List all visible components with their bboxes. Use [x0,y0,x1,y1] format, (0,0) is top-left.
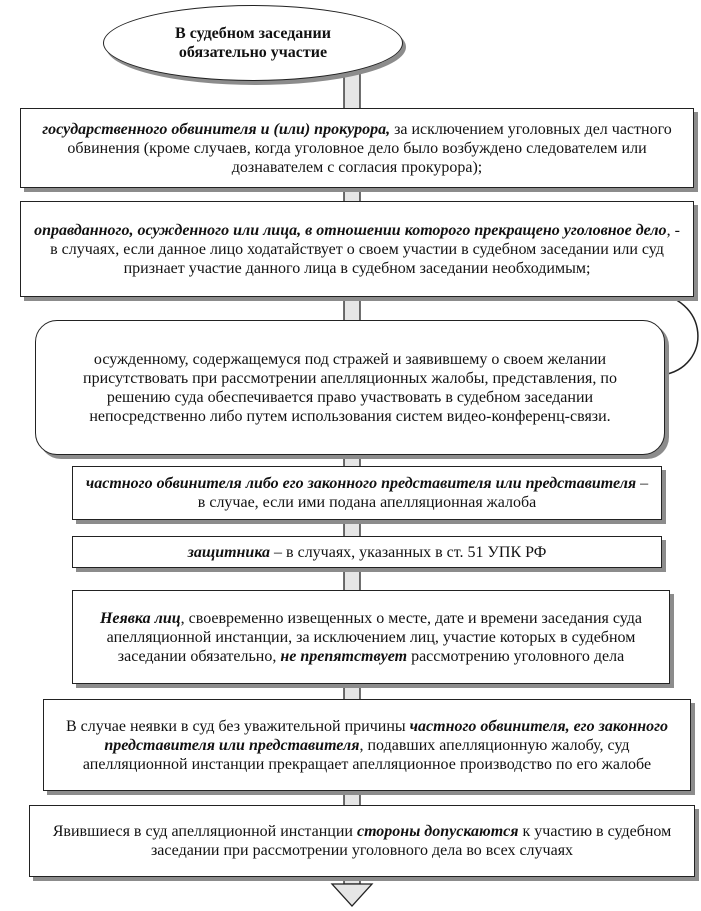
block-6-text-1: , своевременно извещенных о месте, дате и времени заседания суда апелляционной инстанции, за исключением лиц, участие которых в судебном заседании обязательно, [106,609,643,665]
block-nonappearance [72,590,670,684]
block-4-emphasis: частного обвинителя либо его законного представителя или представителя [85,475,637,492]
block-6-emphasis: Неявка лиц [99,609,181,627]
block-private-prosecutor [72,466,662,520]
title-line-1: В судебном заседании [175,25,331,42]
block-arrow-head [332,884,372,906]
block-7-text-2: , подавших апелляционную жалобу, суд апелляционной инстанции прекращает апелляционное производство по его жалобе [82,736,652,773]
block-termination [43,699,691,791]
block-1-emphasis: государственного обвинителя и (или) прокурора, [42,120,391,138]
block-parties-admitted [29,805,695,877]
block-6-text-2: рассмотрению уголовного дела [407,647,625,665]
block-4-text: – в случае, если ими подана апелляционная жалоба [197,475,649,511]
block-5-text: – в случаях, указанных в ст. 51 УПК РФ [270,543,547,561]
block-8-emphasis: стороны допускаются [356,823,519,840]
block-detained-convict [35,320,665,455]
block-8-text-2: к участию в судебном заседании при рассмотрении уголовного дела во всех случаях [150,823,672,859]
block-7-emphasis: частного обвинителя, его законного представителя или представителя [104,717,668,754]
block-2-text: , - в случаях, если данное лицо ходатайствует о своем участии в судебном заседании или суд признает участие данного лица в судебном заседании необходимым; [50,221,680,277]
block-8-text-1: Явившиеся в суд апелляционной инстанции [52,823,357,840]
block-3-text: осужденному, содержащемуся под стражей и заявившему о своем желании присутствовать при рассмотрении апелляционных жалобы, представления, по решению суда обеспечивается право участвовать в судебном заседании непосредственно либо путем использования систем видео-конференц-связи. [83,350,617,425]
block-acquitted-convicted [20,201,694,297]
block-5-emphasis: защитника [187,543,271,561]
block-7-text-1: В случае неявки в суд без уважительной причины [65,717,410,735]
title-ellipse [103,5,403,81]
block-6-emphasis-2: не препятствует [280,647,408,665]
block-1-text: за исключением уголовных дел частного обвинения (кроме случаев, когда уголовное дело было возбуждено следователем или дознавателем с согласия прокурора); [67,120,672,176]
block-defender [72,536,662,568]
title-line-2: обязательно участие [178,44,328,61]
block-prosecutor [20,108,694,188]
block-2-emphasis: оправданного, осужденного или лица, в отношении которого прекращено уголовное дело [34,221,667,239]
